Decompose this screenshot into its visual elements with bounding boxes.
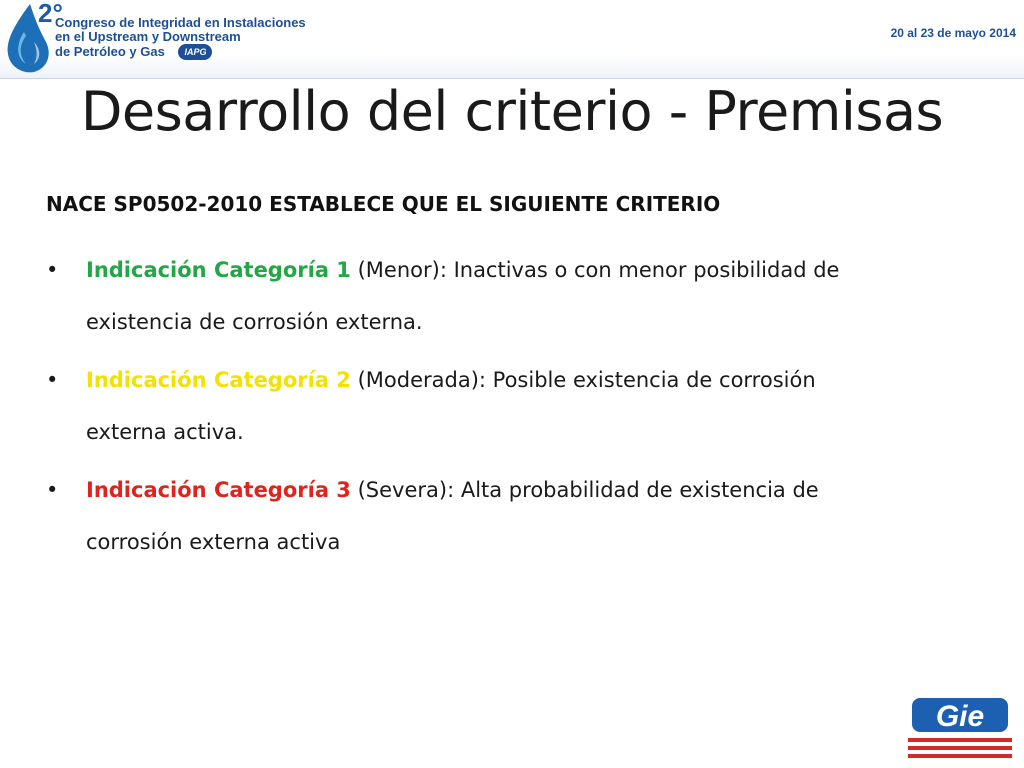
category-2-text: (Moderada): Posible existencia de corrosión externa activa. [86,368,816,444]
gie-logo-icon [906,694,1014,760]
bullet-icon: • [46,368,59,392]
bullet-item-category-2 [46,354,896,458]
category-1-label: Indicación Categoría 1 [86,258,351,282]
event-date: 20 al 23 de mayo 2014 [890,26,1016,40]
category-3-label: Indicación Categoría 3 [86,478,351,502]
category-2-label: Indicación Categoría 2 [86,368,351,392]
iapg-badge: IAPG [178,44,212,60]
congress-line-2: en el Upstream y Downstream [55,29,241,44]
category-1-text: (Menor): Inactivas o con menor posibilidad de existencia de corrosión externa. [86,258,840,334]
congress-line-3-row [55,44,306,60]
congress-number: 2° [38,0,63,28]
bullet-item-category-1 [46,244,896,348]
congress-line-1: Congreso de Integridad en Instalaciones [55,15,306,30]
bullet-list [46,244,896,574]
congress-line-3: de Petróleo y Gas [55,44,165,59]
bullet-item-category-3 [46,464,896,568]
bullet-icon: • [46,258,59,282]
bullet-icon: • [46,478,59,502]
category-3-text: (Severa): Alta probabilidad de existencia de corrosión externa activa [86,478,819,554]
gie-logo-text: Gie [935,700,985,733]
intro-text: NACE SP0502-2010 ESTABLECE QUE EL SIGUIENTE CRITERIO [46,192,721,216]
slide-title: Desarrollo del criterio - Premisas [80,80,944,143]
slide-header [0,0,1024,79]
congress-name [55,16,306,60]
